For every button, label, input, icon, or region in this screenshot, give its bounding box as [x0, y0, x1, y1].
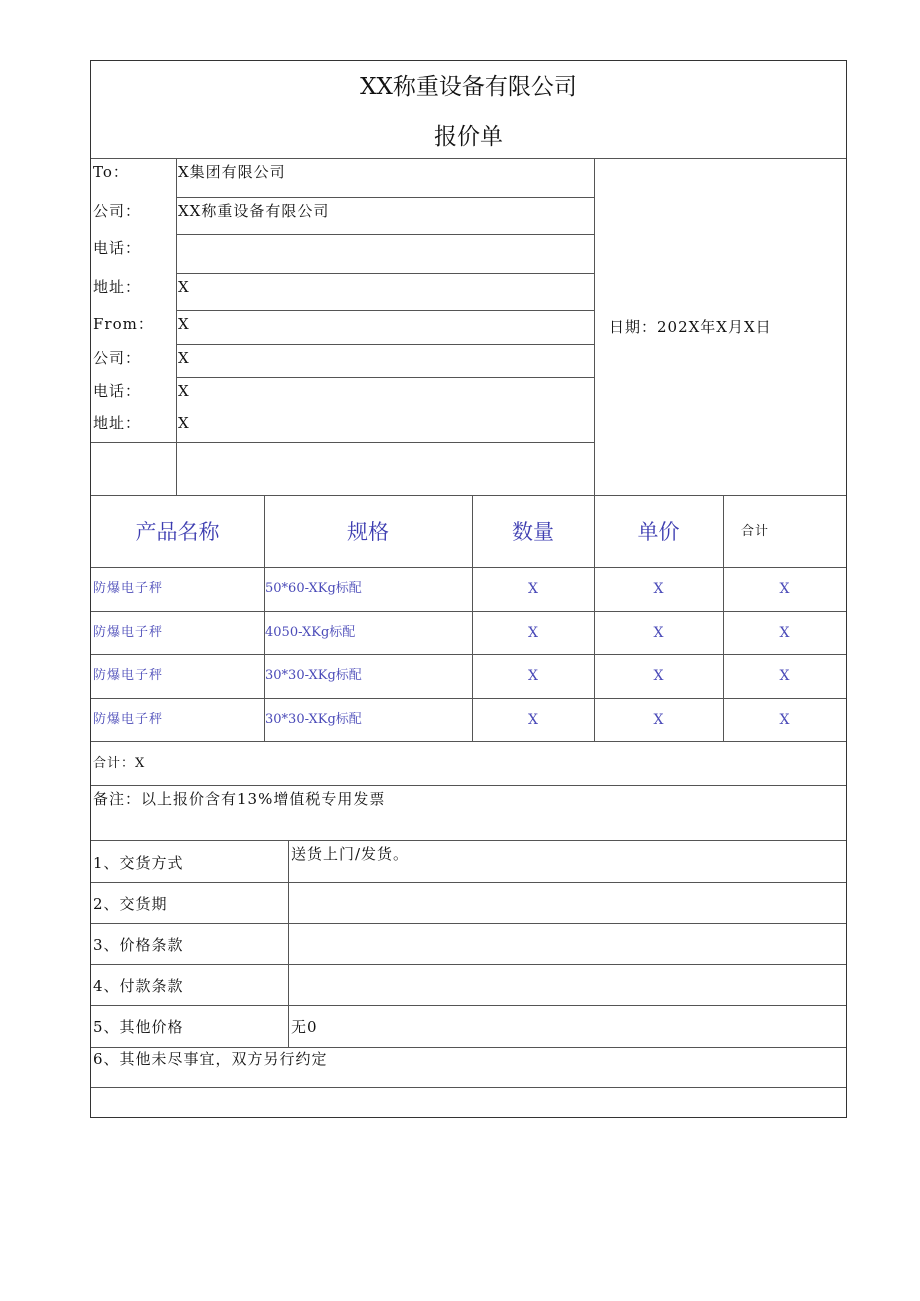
header-spec: 规格 [347, 520, 389, 544]
party-value-company: XX称重设备有限公司 [178, 202, 330, 220]
term-4-label: 4、付款条款 [93, 977, 184, 995]
row-3-total: X [779, 668, 790, 684]
term-2-label: 2、交货期 [93, 895, 168, 913]
row-3-spec: 30*30-XKg标配 [265, 668, 362, 683]
row-2-price: X [653, 625, 664, 641]
term-1-value: 送货上门/发货。 [291, 845, 410, 863]
divider [176, 197, 594, 198]
divider [91, 495, 846, 496]
party-label-from-phone: 电话： [93, 382, 142, 400]
party-value-from-company: X [178, 349, 190, 367]
party-value-from-address: X [178, 414, 190, 432]
row-2-total: X [779, 625, 790, 641]
divider [91, 1005, 846, 1006]
divider [91, 923, 846, 924]
final-note: 6、其他未尽事宜，双方另行约定 [93, 1050, 328, 1068]
row-3-price: X [653, 668, 664, 684]
party-label-to: To： [93, 163, 129, 181]
party-value-to: X集团有限公司 [178, 163, 286, 181]
divider [91, 785, 846, 786]
note-line: 备注：以上报价含有13%增值税专用发票 [93, 790, 386, 808]
row-4-price: X [653, 712, 664, 728]
row-1-name: 防爆电子秤 [93, 581, 164, 596]
divider [176, 310, 594, 311]
row-1-price: X [653, 581, 664, 597]
divider [288, 840, 289, 1047]
divider [723, 495, 724, 741]
term-5-label: 5、其他价格 [93, 1018, 184, 1036]
row-2-spec: 4050-XKg标配 [265, 625, 356, 640]
row-4-name: 防爆电子秤 [93, 712, 164, 727]
party-value-from: X [178, 315, 190, 333]
divider [176, 273, 594, 274]
party-value-address: X [178, 278, 190, 296]
party-label-phone: 电话： [93, 239, 142, 257]
header-quantity: 数量 [512, 520, 554, 544]
row-1-spec: 50*60-XKg标配 [265, 581, 362, 596]
party-value-from-phone: X [178, 382, 190, 400]
party-label-from: From： [93, 315, 154, 333]
divider [91, 840, 846, 841]
document-title: 报价单 [434, 124, 503, 150]
row-4-spec: 30*30-XKg标配 [265, 712, 362, 727]
row-4-total: X [779, 712, 790, 728]
divider [176, 158, 177, 495]
party-label-address: 地址： [93, 278, 142, 296]
term-1-label: 1、交货方式 [93, 854, 184, 872]
party-label-company: 公司： [93, 202, 142, 220]
sum-line: 合计：X [93, 756, 146, 771]
header-total: 合计 [741, 524, 770, 539]
divider [91, 964, 846, 965]
term-5-value: 无0 [291, 1018, 318, 1036]
party-label-from-company: 公司： [93, 349, 142, 367]
header-product-name: 产品名称 [135, 520, 220, 544]
divider [91, 158, 846, 159]
row-4-qty: X [528, 712, 538, 728]
row-1-total: X [779, 581, 790, 597]
row-2-name: 防爆电子秤 [93, 625, 164, 640]
header-unit-price: 单价 [637, 520, 680, 544]
quotation-sheet [90, 60, 847, 1118]
divider [91, 611, 846, 612]
divider [91, 882, 846, 883]
divider [176, 344, 594, 345]
row-3-name: 防爆电子秤 [93, 668, 164, 683]
row-1-qty: X [528, 581, 538, 597]
divider [91, 654, 846, 655]
divider [176, 234, 594, 235]
row-2-qty: X [528, 625, 538, 641]
divider [91, 1047, 846, 1048]
divider [91, 567, 846, 568]
party-label-from-address: 地址： [93, 414, 142, 432]
row-3-qty: X [528, 668, 538, 684]
divider [91, 1087, 846, 1088]
company-title: XX称重设备有限公司 [360, 74, 577, 100]
divider [91, 442, 594, 443]
divider [176, 377, 594, 378]
divider [91, 698, 846, 699]
date-field: 日期：202X年X月X日 [609, 318, 772, 336]
divider [594, 158, 595, 495]
term-3-label: 3、价格条款 [93, 936, 184, 954]
divider [91, 741, 846, 742]
